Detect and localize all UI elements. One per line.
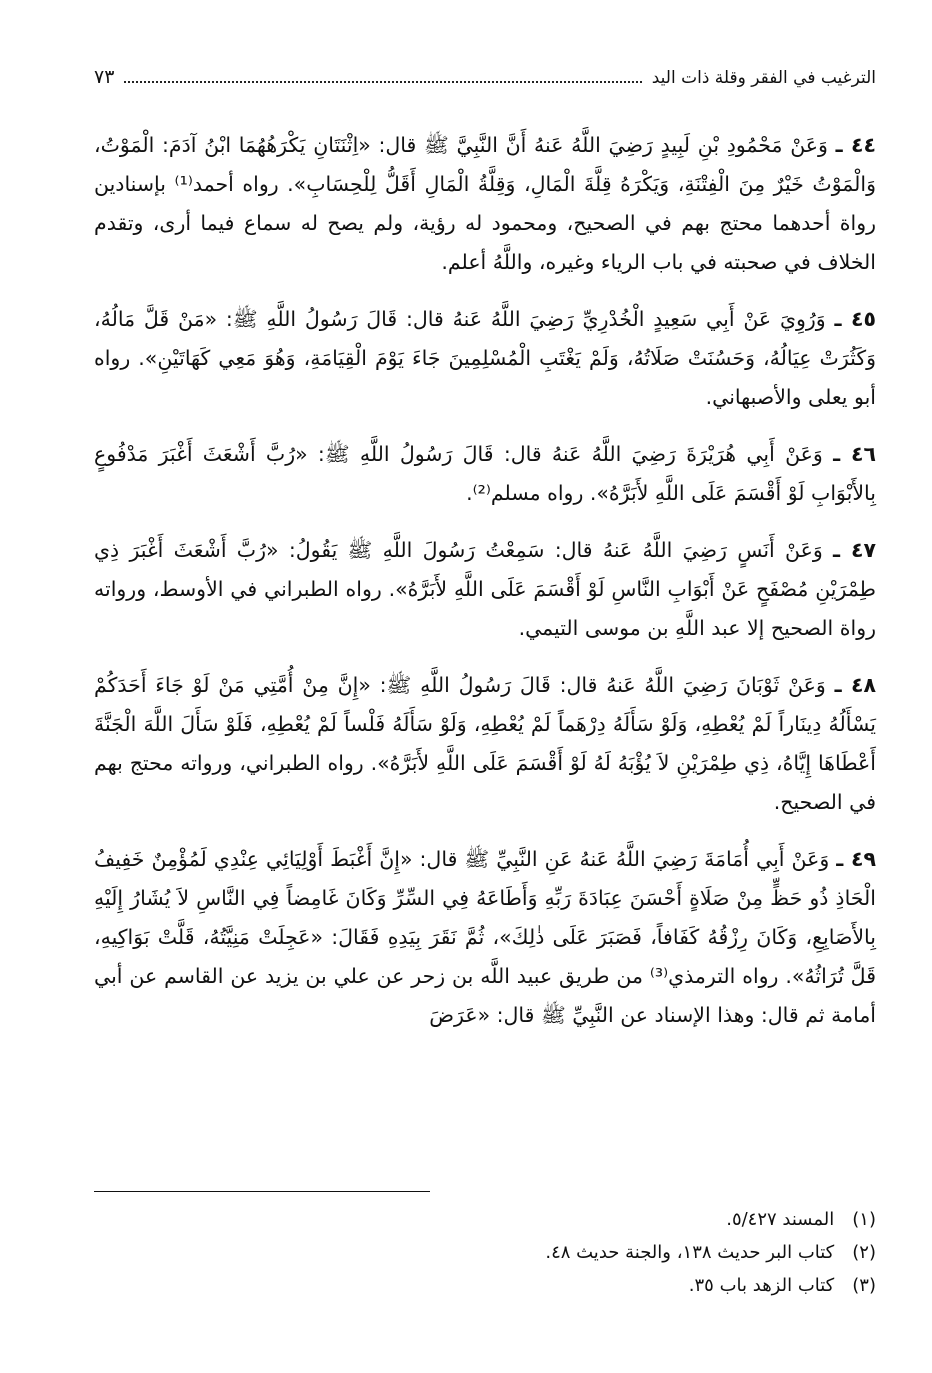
- footnote: [116, 1236, 876, 1269]
- hadith-text: وَرُوِيَ عَنْ أَبِي سَعِيدٍ الْخُدْرِيِّ رَضِيَ اللَّهُ عَنهُ قال: قَالَ رَسُولُ اللَّهِ ﷺ: «مَنْ قَلَّ مَالُهُ، وَكَثُرَتْ عِيَالُهُ، وَحَسُنَتْ صَلَاتُهُ، وَلَمْ يَغْتَبِ الْمُسْلِمِينَ جَاءَ يَوْمَ الْقِيَامَةِ، وَهُوَ مَعِي كَهَاتَيْنِ». رواه أبو يعلى والأصبهاني.: [94, 307, 876, 409]
- footnote-text: المسند ٥/٤٢٧.: [726, 1209, 835, 1230]
- hadith-text: وَعَنْ مَحْمُودِ بْنِ لَبِيدٍ رَضِيَ اللَّهُ عَنهُ أَنَّ النَّبِيَّ ﷺ قال: «اِثْنَتَانِ يَكْرَهُهُمَا ابْنُ آدَمَ: الْمَوْتُ، وَالْمَوْتُ خَيْرٌ مِنَ الْفِتْنَةِ، وَيَكْرَهُ قِلَّةَ الْمَالِ، وَقِلَّةُ الْمَالِ أَقَلُّ لِلْحِسَابِ». رواه أحمد⁽¹⁾ بإسنادين رواة أحدهما محتج بهم في الصحيح، ومحمود له رؤية، ولم يصح له سماع فيما أرى، وتقدم الخلاف في صحبته في باب الرياء وغيره، واللَّهُ أعلم.: [94, 133, 876, 274]
- hadith-number: ٤٦ ـ: [833, 442, 876, 466]
- hadith-text: وَعَنْ ثَوْبَانَ رَضِيَ اللَّهُ عَنهُ قال: قَالَ رَسُولُ اللَّهِ ﷺ: «إِنَّ مِنْ أُمَّتِي مَنْ لَوْ جَاءَ أَحَدَكُمْ يَسْأَلُهُ دِينَاراً لَمْ يُعْطِهِ، وَلَوْ سَأَلَهُ دِرْهَماً لَمْ يُعْطِهِ، وَلَوْ سَأَلَهُ فَلْساً لَمْ يُعْطِهِ، فَلَوْ سَأَلَ اللَّهَ الْجَنَّةَ أَعْطَاهَا إِيَّاهُ، ذِي طِمْرَيْنِ لاَ يُؤْبَهُ لَهُ لَوْ أَقْسَمَ عَلَى اللَّهِ لأَبَرَّهُ». رواه الطبراني، ورواته محتج بهم في الصحيح.: [94, 673, 876, 814]
- page-number: ٧٣: [94, 66, 115, 88]
- footnote: [116, 1269, 876, 1302]
- page-body: [94, 126, 876, 1035]
- hadith-paragraph: [94, 126, 876, 282]
- footnote-mark: (٣): [852, 1275, 876, 1296]
- footnote-text: كتاب الزهد باب ٣٥.: [688, 1275, 835, 1296]
- hadith-number: ٤٤ ـ: [835, 133, 876, 157]
- hadith-text: وَعَنْ أَنَسٍ رَضِيَ اللَّهُ عَنهُ قال: سَمِعْتُ رَسُولَ اللَّهِ ﷺ يَقُولُ: «رُبَّ أَشْعَثَ أَغْبَرَ ذِي طِمْرَيْنِ مُصْفَحٍ عَنْ أَبْوَابِ النَّاسِ لَوْ أَقْسَمَ عَلَى اللَّهِ لأَبَرَّهُ». رواه الطبراني في الأوسط، ورواته رواة الصحيح إلا عبد اللَّهِ بن موسى التيمي.: [94, 538, 876, 640]
- hadith-text: وَعَنْ أَبِي أُمَامَةَ رَضِيَ اللَّهُ عَنهُ عَنِ النَّبِيِّ ﷺ قال: «إِنَّ أَغْبَطَ أَوْلِيَائِي عِنْدِي لَمُؤْمِنٌ خَفِيفُ الْحَاذِ ذُو حَظٍّ مِنْ صَلَاةٍ أَحْسَنَ عِبَادَةَ رَبِّهِ وَأَطَاعَهُ فِي السِّرِّ وَكَانَ غَامِضاً فِي النَّاسِ لاَ يُشَارُ إِلَيْهِ بِالأَصَابِعِ، وَكَانَ رِزْقُهُ كَفَافاً، فَصَبَرَ عَلَى ذٰلِكَ»، ثُمَّ نَقَرَ بِيَدِهِ فَقَالَ: «عَجِلَتْ مَنِيَّتُهُ، قَلَّتْ بَوَاكِيهِ، قَلَّ تُرَاثُهُ». رواه الترمذي⁽³⁾ من طريق عبيد اللَّه بن زحر عن علي بن يزيد عن القاسم عن أبي أمامة ثم قال: وهذا الإسناد عن النَّبِيِّ ﷺ قال: «عَرَضَ: [94, 847, 876, 1027]
- running-header: [94, 62, 876, 96]
- hadith-number: ٤٥ ـ: [834, 307, 876, 331]
- hadith-number: ٤٧ ـ: [833, 538, 876, 562]
- hadith-paragraph: [94, 300, 876, 417]
- book-page: [94, 62, 876, 1053]
- footnote: [116, 1203, 876, 1236]
- hadith-paragraph: [94, 435, 876, 513]
- hadith-number: ٤٩ ـ: [836, 847, 876, 871]
- hadith-number: ٤٨ ـ: [834, 673, 876, 697]
- footnote-mark: (٢): [852, 1242, 876, 1263]
- footnote-mark: (١): [852, 1209, 876, 1230]
- hadith-paragraph: [94, 840, 876, 1035]
- hadith-paragraph: [94, 666, 876, 822]
- footnote-separator: [94, 1191, 430, 1192]
- chapter-title: الترغيب في الفقر وقلة ذات اليد: [651, 68, 876, 88]
- hadith-text: وَعَنْ أَبِي هُرَيْرَةَ رَضِيَ اللَّهُ عَنهُ قال: قَالَ رَسُولُ اللَّهِ ﷺ: «رُبَّ أَشْعَثَ أَغْبَرَ مَدْفُوعٍ بِالأَبْوَابِ لَوْ أَقْسَمَ عَلَى اللَّهِ لأَبَرَّهُ». رواه مسلم⁽²⁾.: [94, 442, 876, 505]
- footnotes: [116, 1203, 876, 1302]
- hadith-paragraph: [94, 531, 876, 648]
- footnote-text: كتاب البر حديث ١٣٨، والجنة حديث ٤٨.: [545, 1242, 835, 1263]
- leader-dots: [124, 63, 641, 83]
